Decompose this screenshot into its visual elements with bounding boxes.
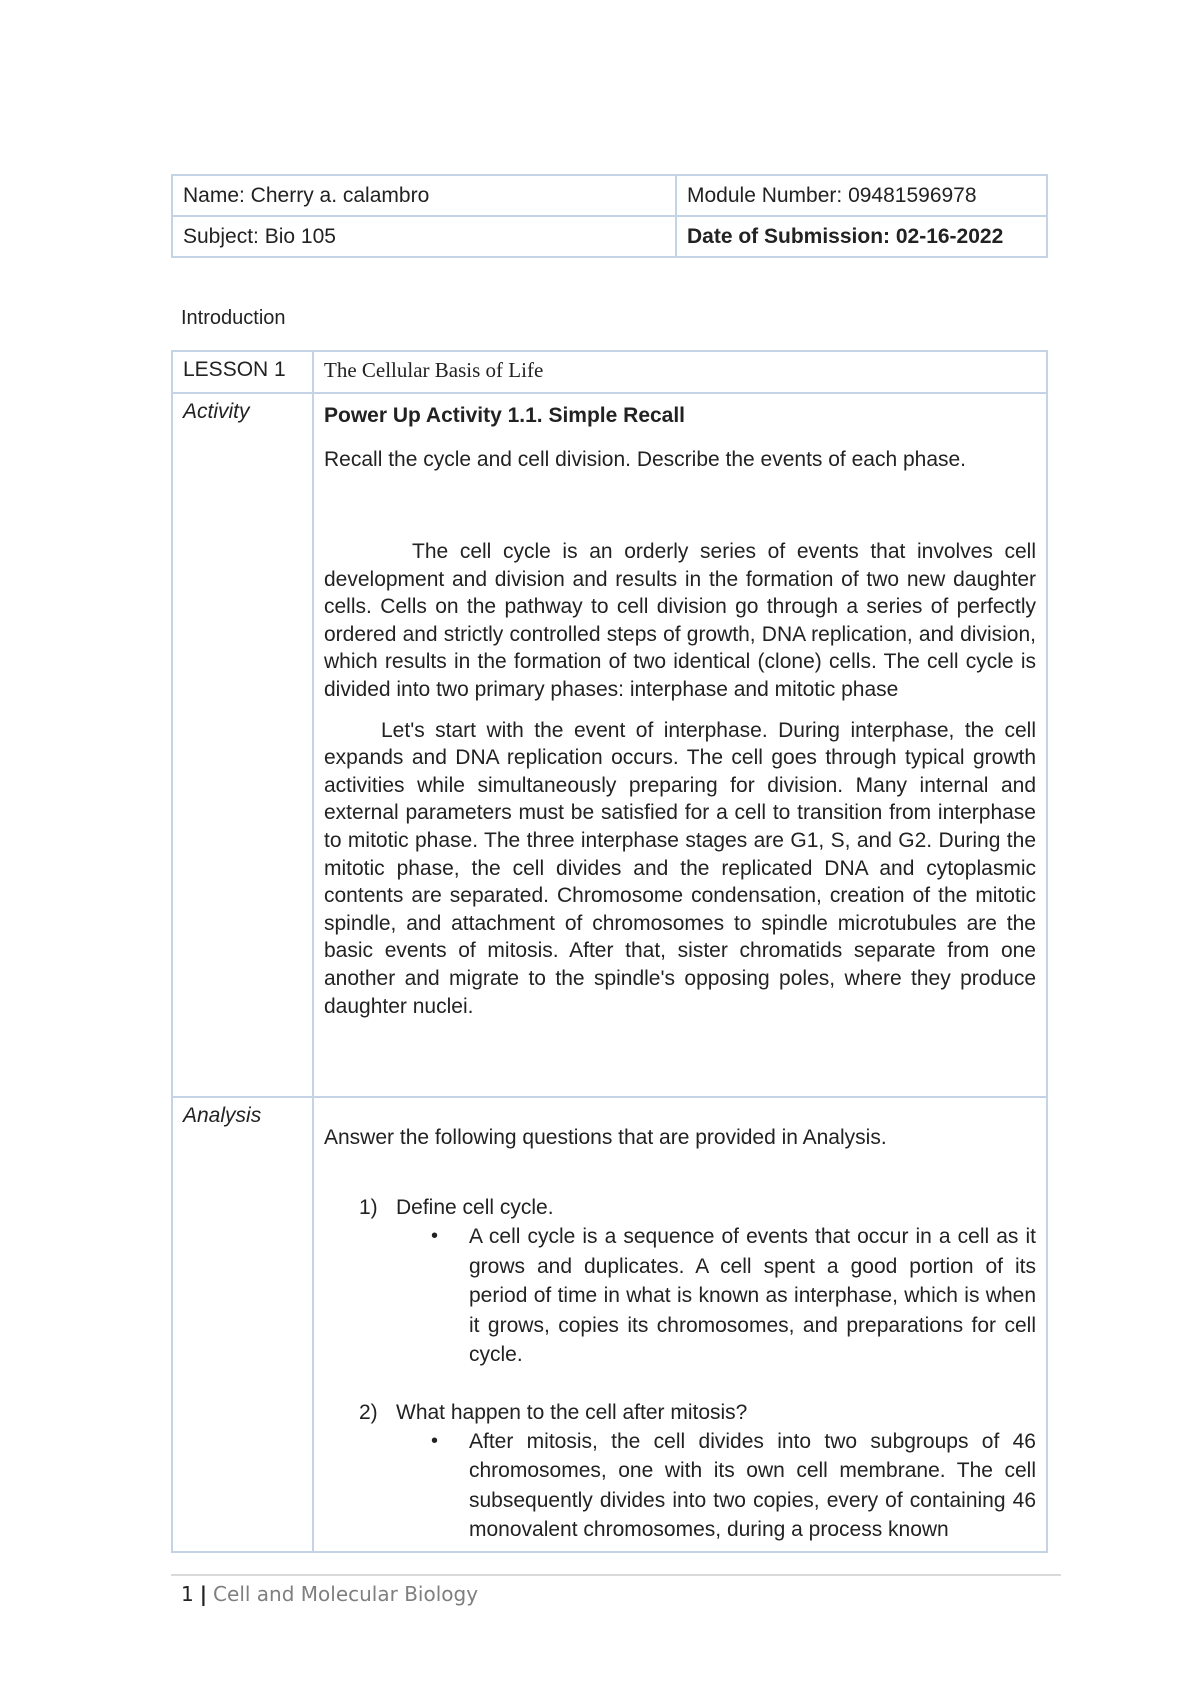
lesson-label: LESSON 1 [172, 351, 313, 393]
analysis-row [172, 1097, 1047, 1552]
footer-divider [171, 1574, 1061, 1576]
question-text: What happen to the cell after mitosis? [396, 1400, 748, 1424]
activity-paragraph: The cell cycle is an orderly series of events that involves cell development and division and results in the formation of two new daughter cells. Cells on the pathway to cell division go through a series of perfectly ordered and strictly controlled steps of growth, DNA replication, and division, which results in the formation of two identical (clone) cells. The cell cycle is divided into two primary phases: interphase and mitotic phase [324, 540, 1036, 701]
submission-date-field: Date of Submission: 02-16-2022 [676, 216, 1047, 257]
question-text: Define cell cycle. [396, 1196, 554, 1219]
analysis-label: Analysis [172, 1097, 313, 1552]
page-footer [181, 1582, 478, 1606]
footer-title: Cell and Molecular Biology [213, 1582, 479, 1606]
answer-text: After mitosis, the cell divides into two subgroups of 46 chromosomes, one with its own cell membrane. The cell subsequently divides into two copies, every of containing 46 monovalent chromosomes, during a process known [469, 1429, 1036, 1541]
question-item [359, 1196, 1036, 1220]
activity-content [313, 393, 1047, 1097]
analysis-content [313, 1097, 1047, 1552]
activity-row [172, 393, 1047, 1097]
lesson-title: The Cellular Basis of Life [313, 351, 1047, 393]
header-table [171, 174, 1048, 258]
analysis-instruction: Answer the following questions that are provided in Analysis. [324, 1126, 887, 1149]
footer-separator: | [199, 1582, 208, 1606]
lesson-row [172, 351, 1047, 393]
bullet-icon: • [431, 1429, 439, 1452]
introduction-heading: Introduction [181, 307, 286, 329]
answer-item [431, 1222, 1036, 1370]
question-item [359, 1400, 1036, 1425]
name-field: Name: Cherry a. calambro [172, 175, 676, 216]
answer-text: A cell cycle is a sequence of events that occur in a cell as it grows and duplicates. A cell spent a good portion of its period of time in what is known as interphase, which is when it grows, copies its chromosomes, and preparations for cell cycle. [469, 1225, 1036, 1366]
subject-field: Subject: Bio 105 [172, 216, 676, 257]
question-number: 1) [359, 1196, 378, 1219]
activity-label: Activity [172, 393, 313, 1097]
lesson-table [171, 350, 1048, 1553]
module-number-field: Module Number: 09481596978 [676, 175, 1047, 216]
bullet-icon: • [431, 1225, 439, 1247]
activity-title: Power Up Activity 1.1. Simple Recall [324, 404, 686, 427]
activity-instruction: Recall the cycle and cell division. Describe the events of each phase. [324, 448, 967, 471]
answer-item [431, 1427, 1036, 1545]
question-number: 2) [359, 1400, 378, 1424]
activity-paragraph: Let's start with the event of interphase. During interphase, the cell expands and DNA replication occurs. The cell goes through typical growth activities while simultaneously preparing for division. Many internal and external parameters must be satisfied for a cell to transition from interphase to mitotic phase. The three interphase stages are G1, S, and G2. During the mitotic phase, the cell divides and the replicated DNA and cytoplasmic contents are separated. Chromosome condensation, creation of the mitotic spindle, and attachment of chromosomes to spindle microtubules are the basic events of mitosis. After that, sister chromatids separate from one another and migrate to the spindle's opposing poles, where they produce daughter nuclei. [324, 718, 1036, 1018]
page-number: 1 [181, 1582, 194, 1606]
